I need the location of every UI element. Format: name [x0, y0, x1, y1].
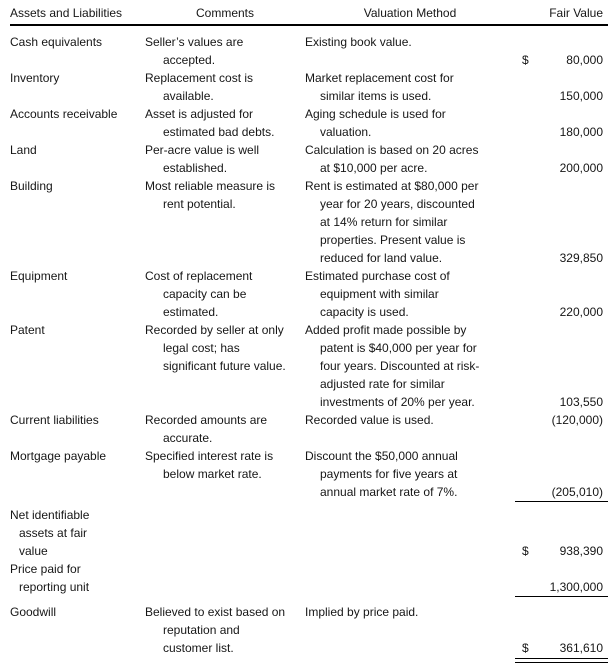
- table-row: [10, 105, 608, 141]
- fair-value: [515, 578, 608, 596]
- comments-cell: [145, 321, 305, 411]
- text-line: estimated bad debts.: [163, 125, 275, 139]
- text-line: Accounts receivable: [10, 107, 118, 121]
- table-row: [10, 267, 608, 321]
- fair-value: [515, 123, 608, 141]
- column-header-fair-value: Fair Value: [549, 6, 603, 20]
- text-line: Calculation is based on 20 acres: [305, 143, 479, 157]
- fair-value-amount: 329,850: [559, 251, 603, 265]
- fair-value-amount: 103,550: [559, 395, 603, 409]
- table-row: [10, 506, 608, 560]
- fair-value-cell: [515, 267, 608, 321]
- text-line: Added profit made possible by: [305, 323, 467, 337]
- subtotal-rule: [515, 596, 608, 597]
- assets-liabilities-cell: [10, 267, 145, 321]
- text-line: patent is $40,000 per year for: [320, 341, 477, 355]
- fair-value-cell: [515, 141, 608, 177]
- valuation-method-cell: [305, 69, 515, 105]
- fair-value-amount: 220,000: [559, 305, 603, 319]
- fair-value: [515, 303, 608, 321]
- text-line: Per-acre value is well: [145, 143, 260, 157]
- valuation-method-cell: [305, 506, 515, 560]
- text-line: capacity can be: [163, 287, 247, 301]
- text-line: valuation.: [320, 125, 372, 139]
- text-line: estimated.: [163, 305, 219, 319]
- text-line: assets at fair: [19, 526, 88, 540]
- fair-value-amount: 80,000: [566, 53, 603, 67]
- fair-value: [515, 483, 608, 501]
- text-line: reduced for land value.: [320, 251, 443, 265]
- fair-value: [515, 393, 608, 411]
- text-line: Land: [10, 143, 37, 157]
- text-line: Cost of replacement: [145, 269, 253, 283]
- valuation-method-cell: [305, 321, 515, 411]
- text-line: value: [19, 544, 48, 558]
- text-line: Patent: [10, 323, 45, 337]
- text-line: Equipment: [10, 269, 68, 283]
- fair-value: [515, 159, 608, 177]
- table-row: [10, 321, 608, 411]
- table-row: [10, 560, 608, 597]
- dollar-sign: $: [522, 544, 529, 558]
- text-line: adjusted rate for similar: [320, 377, 445, 391]
- text-line: properties. Present value is: [320, 233, 466, 247]
- table-row: [10, 603, 608, 663]
- column-header-assets-and-liabilities: Assets and Liabilities: [10, 6, 123, 20]
- table-row: [10, 447, 608, 502]
- fair-value-cell: [515, 177, 608, 267]
- valuation-method-cell: [305, 560, 515, 597]
- text-line: Specified interest rate is: [145, 449, 274, 463]
- comments-cell: [145, 411, 305, 447]
- assets-liabilities-cell: [10, 603, 145, 663]
- table-row: [10, 69, 608, 105]
- comments-cell: [145, 141, 305, 177]
- fair-value-cell: [515, 560, 608, 597]
- table-row: [10, 177, 608, 267]
- column-header-comments: Comments: [195, 6, 254, 20]
- text-line: significant future value.: [163, 359, 286, 373]
- text-line: established.: [163, 161, 228, 175]
- fair-value: [515, 51, 608, 69]
- text-line: available.: [163, 89, 214, 103]
- text-line: Believed to exist based on: [145, 605, 286, 619]
- text-line: equipment with similar: [320, 287, 439, 301]
- text-line: capacity is used.: [320, 305, 409, 319]
- text-line: customer list.: [163, 641, 234, 655]
- text-line: Rent is estimated at $80,000 per: [305, 179, 479, 193]
- comments-cell: [145, 560, 305, 597]
- text-line: accurate.: [163, 431, 213, 445]
- fair-value-amount: 180,000: [559, 125, 603, 139]
- comments-cell: [145, 267, 305, 321]
- assets-liabilities-cell: [10, 411, 145, 447]
- valuation-method-cell: [305, 141, 515, 177]
- table-header: [10, 6, 608, 24]
- fair-value: [515, 87, 608, 105]
- fair-value: [515, 542, 608, 560]
- fair-value-cell: [515, 447, 608, 502]
- text-line: investments of 20% per year.: [320, 395, 475, 409]
- comments-cell: [145, 33, 305, 69]
- text-line: Implied by price paid.: [305, 605, 419, 619]
- text-line: Market replacement cost for: [305, 71, 454, 85]
- text-line: payments for five years at: [320, 467, 458, 481]
- text-line: Seller’s values are: [145, 35, 244, 49]
- comments-cell: [145, 177, 305, 267]
- valuation-method-cell: [305, 105, 515, 141]
- fair-value-amount: (205,010): [551, 485, 603, 499]
- assets-liabilities-cell: [10, 33, 145, 69]
- text-line: Current liabilities: [10, 413, 99, 427]
- fair-value-cell: [515, 603, 608, 663]
- fair-value-cell: [515, 506, 608, 560]
- assets-liabilities-cell: [10, 141, 145, 177]
- text-line: Price paid for: [10, 562, 81, 576]
- text-line: Cash equivalents: [10, 35, 103, 49]
- text-line: legal cost; has: [163, 341, 240, 355]
- text-line: year for 20 years, discounted: [320, 197, 475, 211]
- valuation-method-cell: [305, 33, 515, 69]
- table-row: [10, 411, 608, 447]
- text-line: Replacement cost is: [145, 71, 254, 85]
- text-line: Asset is adjusted for: [145, 107, 254, 121]
- grand-total-rule: [515, 658, 608, 663]
- comments-cell: [145, 447, 305, 502]
- text-line: at $10,000 per acre.: [320, 161, 428, 175]
- fair-value-amount: 1,300,000: [549, 580, 603, 594]
- text-line: similar items is used.: [320, 89, 432, 103]
- valuation-method-cell: [305, 411, 515, 447]
- valuation-method-cell: [305, 177, 515, 267]
- column-header-valuation-method: Valuation Method: [363, 6, 457, 20]
- fair-value-cell: [515, 321, 608, 411]
- valuation-method-cell: [305, 447, 515, 502]
- text-line: Net identifiable: [10, 508, 90, 522]
- fair-value-amount: 200,000: [559, 161, 603, 175]
- text-line: Recorded by seller at only: [145, 323, 284, 337]
- fair-value-cell: [515, 411, 608, 447]
- table-row: [10, 141, 608, 177]
- assets-liabilities-cell: [10, 321, 145, 411]
- assets-liabilities-cell: [10, 105, 145, 141]
- fair-value-cell: [515, 33, 608, 69]
- text-line: Existing book value.: [305, 35, 412, 49]
- text-line: Recorded value is used.: [305, 413, 434, 427]
- text-line: Goodwill: [10, 605, 57, 619]
- fair-value-amount: 150,000: [559, 89, 603, 103]
- text-line: below market rate.: [163, 467, 262, 481]
- text-line: Inventory: [10, 71, 60, 85]
- fair-value-cell: [515, 69, 608, 105]
- assets-liabilities-cell: [10, 447, 145, 502]
- comments-cell: [145, 603, 305, 663]
- text-line: accepted.: [163, 53, 216, 67]
- comments-cell: [145, 69, 305, 105]
- valuation-method-cell: [305, 603, 515, 663]
- text-line: four years. Discounted at risk-: [320, 359, 480, 373]
- fair-value-cell: [515, 105, 608, 141]
- text-line: Recorded amounts are: [145, 413, 268, 427]
- comments-cell: [145, 105, 305, 141]
- fair-value-amount: (120,000): [551, 413, 603, 427]
- table-row: [10, 33, 608, 69]
- fair-value-amount: 361,610: [559, 641, 603, 655]
- fair-value: [515, 249, 608, 267]
- text-line: at 14% return for similar: [320, 215, 448, 229]
- valuation-method-cell: [305, 267, 515, 321]
- assets-liabilities-cell: [10, 506, 145, 560]
- text-line: Mortgage payable: [10, 449, 107, 463]
- subtotal-rule: [515, 501, 608, 502]
- dollar-sign: $: [522, 53, 529, 67]
- dollar-sign: $: [522, 641, 529, 655]
- text-line: Aging schedule is used for: [305, 107, 446, 121]
- text-line: reputation and: [163, 623, 240, 637]
- assets-liabilities-cell: [10, 177, 145, 267]
- assets-liabilities-cell: [10, 560, 145, 597]
- table-body: [10, 26, 608, 663]
- text-line: Discount the $50,000 annual: [305, 449, 458, 463]
- text-line: Building: [10, 179, 53, 193]
- fair-value: [515, 411, 608, 429]
- text-line: Most reliable measure is: [145, 179, 276, 193]
- assets-liabilities-cell: [10, 69, 145, 105]
- fair-value: [515, 639, 608, 657]
- text-line: annual market rate of 7%.: [320, 485, 458, 499]
- text-line: Estimated purchase cost of: [305, 269, 450, 283]
- text-line: reporting unit: [19, 580, 90, 594]
- comments-cell: [145, 506, 305, 560]
- fair-value-amount: 938,390: [559, 544, 603, 558]
- text-line: rent potential.: [163, 197, 236, 211]
